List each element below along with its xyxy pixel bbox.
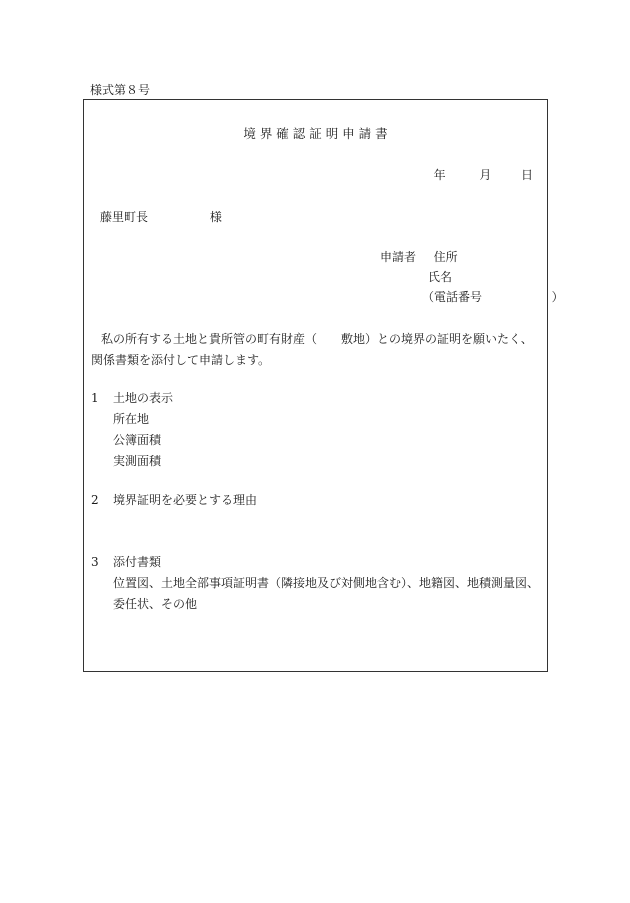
form-frame (83, 99, 564, 672)
date-month: 月 (479, 168, 492, 182)
section-item: 位置図、土地全部事項証明書（隣接地及び対側地含む）、地籍図、地積測量図、 (113, 576, 540, 590)
request-statement: 私の所有する土地と貴所管の町有財産（ 敷地）との境界の証明を願いたく、関係書類を添付して申請します。 (91, 332, 533, 367)
section-attachments (91, 552, 539, 615)
form-title: 境 界 確 認 証 明 申 請 書 (243, 126, 388, 141)
addressee (100, 208, 222, 225)
section-item: 公簿面積 (113, 433, 162, 447)
section-item: 実測面積 (113, 454, 162, 468)
date-year: 年 (433, 168, 446, 182)
applicant-label: 申請者 (380, 250, 417, 264)
section-number: 3 (91, 555, 99, 569)
form-number: 様式第８号 (90, 83, 151, 97)
date-line (434, 166, 533, 183)
date-day: 日 (520, 168, 533, 182)
applicant-phone-row (380, 287, 564, 307)
section-number: 2 (91, 493, 99, 507)
section-title: 土地の表示 (113, 391, 174, 405)
section-title: 添付書類 (113, 555, 162, 569)
section-number: 1 (91, 391, 99, 405)
applicant-address-row (380, 247, 564, 267)
applicant-name-row (380, 267, 564, 287)
addressee-name: 藤里町長 (100, 210, 149, 224)
section-reason (91, 490, 257, 511)
address-label: 住所 (433, 250, 458, 264)
name-label: 氏名 (428, 270, 453, 284)
phone-label: （電話番号 (422, 290, 483, 304)
section-item: 所在地 (113, 412, 150, 426)
section-land-description (91, 388, 173, 472)
section-item: 委任状、その他 (113, 597, 198, 611)
phone-close: ） (551, 290, 564, 304)
applicant-block (380, 247, 564, 307)
addressee-honorific: 様 (209, 210, 222, 224)
section-title: 境界証明を必要とする理由 (113, 493, 258, 507)
